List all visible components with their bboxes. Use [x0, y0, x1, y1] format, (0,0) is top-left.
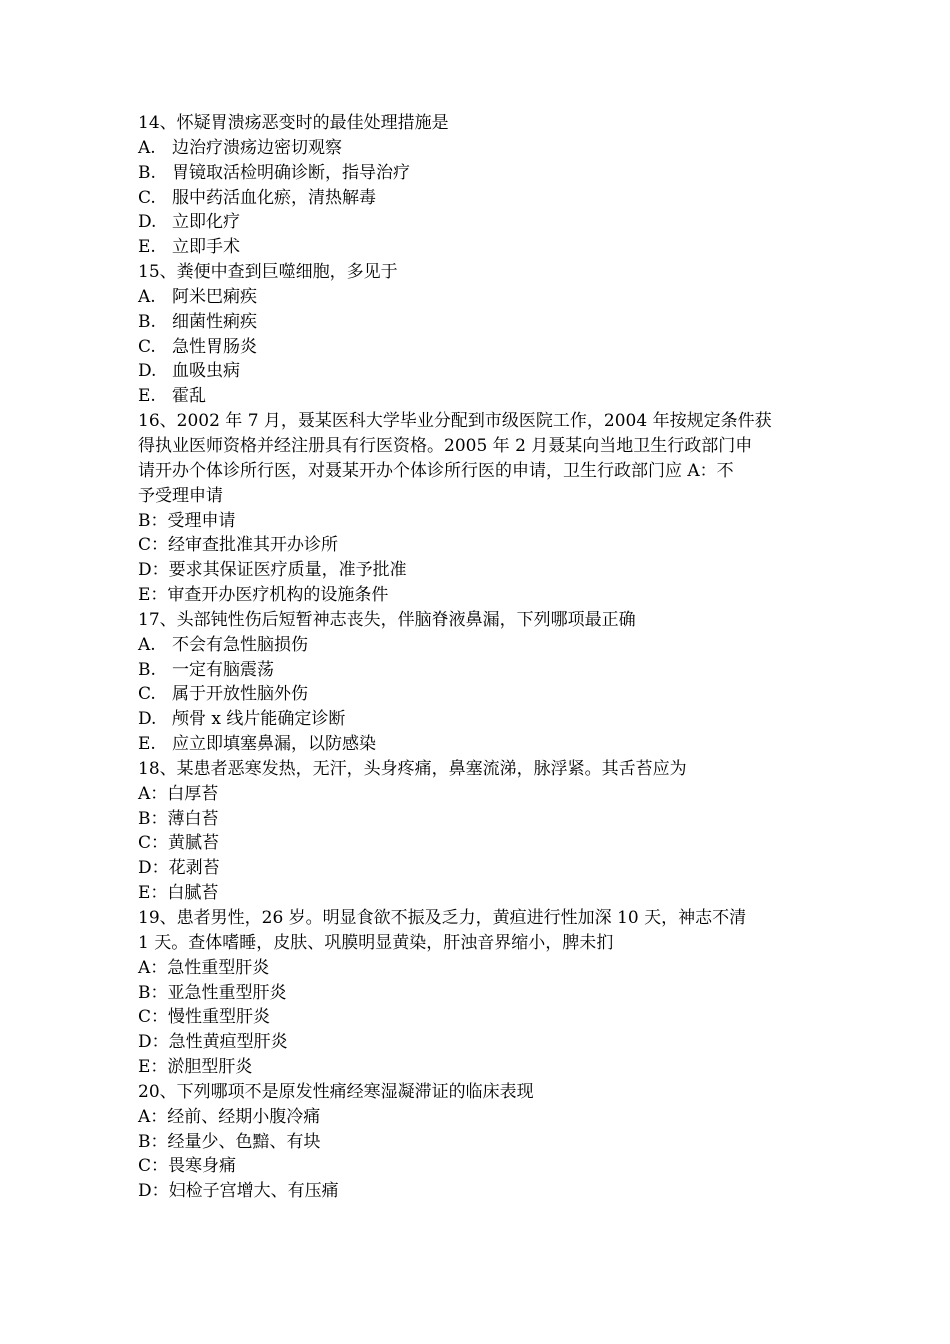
question-14-option-c: [138, 186, 818, 211]
question-16-stem-line-2: 得执业医师资格并经注册具有行医资格。2005 年 2 月聂某向当地卫生行政部门申: [138, 435, 753, 456]
option-letter: B.: [138, 311, 156, 332]
question-17-stem: 17、头部钝性伤后短暂神志丧失，伴脑脊液鼻漏，下列哪项最正确: [138, 609, 636, 630]
option-letter: B.: [138, 659, 156, 680]
question-17-option-a: [138, 633, 818, 658]
question-15-stem: 15、粪便中查到巨噬细胞，多见于: [138, 262, 398, 283]
option-text: 血吸虫病: [172, 361, 240, 382]
question-18-option-a: A：白厚苔: [138, 783, 219, 804]
option-text: 一定有脑震荡: [172, 659, 274, 680]
question-15-option-e: [138, 384, 818, 409]
option-text: 急性胃肠炎: [172, 336, 257, 357]
question-19-option-a: A：急性重型肝炎: [138, 957, 270, 978]
question-17-option-d: [138, 707, 818, 732]
question-16-option-b: B：受理申请: [138, 510, 236, 531]
question-16-option-e: E：审查开办医疗机构的设施条件: [138, 585, 389, 606]
question-17-option-b: [138, 658, 818, 683]
option-letter: D.: [138, 212, 157, 233]
option-letter: C.: [138, 336, 156, 357]
question-19-stem-line-2: 1 天。查体嗜睡，皮肤、巩膜明显黄染，肝浊音界缩小，脾未扪: [138, 932, 614, 953]
question-20-option-b: B：经量少、色黯、有块: [138, 1131, 321, 1152]
question-15-option-c: [138, 335, 818, 360]
option-letter: E.: [138, 734, 156, 755]
question-19-option-b: B：亚急性重型肝炎: [138, 982, 287, 1003]
question-18-option-c: C：黄腻苔: [138, 833, 220, 854]
option-letter: E.: [138, 237, 156, 258]
option-letter: A.: [138, 137, 156, 158]
question-16-stem-line-1: 16、2002 年 7 月，聂某医科大学毕业分配到市级医院工作，2004 年按规定条件获: [138, 411, 772, 432]
option-letter: B.: [138, 162, 156, 183]
question-16-option-d: D：要求其保证医疗质量，准予批准: [138, 560, 407, 581]
option-letter: C.: [138, 684, 156, 705]
question-15-option-a: [138, 285, 818, 310]
question-20-option-a: A：经前、经期小腹冷痛: [138, 1106, 321, 1127]
question-20-option-c: C：畏寒身痛: [138, 1156, 237, 1177]
option-letter: D.: [138, 709, 157, 730]
option-letter: C.: [138, 187, 156, 208]
option-text: 阿米巴痢疾: [172, 286, 257, 307]
question-19-option-d: D：急性黄疸型肝炎: [138, 1032, 288, 1053]
question-14-option-a: [138, 136, 818, 161]
option-text: 服中药活血化瘀，清热解毒: [172, 187, 376, 208]
question-19-stem-line-1: 19、患者男性，26 岁。明显食欲不振及乏力，黄疸进行性加深 10 天，神志不清: [138, 908, 747, 928]
option-text: 应立即填塞鼻漏，以防感染: [172, 734, 376, 755]
option-text: 细菌性痢疾: [172, 311, 257, 332]
question-16-stem-line-3: 请开办个体诊所行医，对聂某开办个体诊所行医的申请，卫生行政部门应 A：不: [138, 460, 734, 481]
question-20-stem: 20、下列哪项不是原发性痛经寒湿凝滞证的临床表现: [138, 1081, 534, 1102]
option-letter: A.: [138, 286, 156, 307]
question-17-option-e: [138, 732, 818, 757]
option-letter: A.: [138, 634, 156, 655]
option-letter: D.: [138, 361, 157, 382]
question-14-option-b: [138, 161, 818, 186]
question-19-option-c: C：慢性重型肝炎: [138, 1007, 271, 1028]
option-text: 霍乱: [172, 386, 206, 407]
option-letter: E.: [138, 386, 156, 407]
option-text: 立即化疗: [172, 212, 240, 233]
question-16-stem-line-4: 予受理申请: [138, 485, 223, 506]
question-18-option-e: E：白腻苔: [138, 883, 219, 904]
question-17-option-c: [138, 682, 818, 707]
question-14-stem: 14、怀疑胃溃疡恶变时的最佳处理措施是: [138, 113, 449, 133]
option-text: 属于开放性脑外伤: [172, 684, 308, 705]
question-19-option-e: E：淤胆型肝炎: [138, 1057, 253, 1078]
option-text: 边治疗溃疡边密切观察: [172, 137, 342, 158]
question-18-option-b: B：薄白苔: [138, 808, 219, 829]
question-20-option-d: D：妇检子宫增大、有压痛: [138, 1181, 339, 1202]
question-14-option-e: [138, 235, 818, 260]
question-15-option-b: [138, 310, 818, 335]
option-text: 胃镜取活检明确诊断，指导治疗: [172, 162, 410, 183]
question-18-stem: 18、某患者恶寒发热，无汗，头身疼痛，鼻塞流涕，脉浮紧。其舌苔应为: [138, 758, 687, 779]
option-text: 不会有急性脑损伤: [172, 634, 308, 655]
document-body: [138, 111, 818, 1204]
question-15-option-d: [138, 359, 818, 384]
question-18-option-d: D：花剥苔: [138, 858, 220, 879]
option-text: 立即手术: [172, 237, 240, 258]
option-text: 颅骨 x 线片能确定诊断: [172, 709, 346, 730]
question-16-option-c: C：经审查批准其开办诊所: [138, 535, 339, 556]
question-14-option-d: [138, 210, 818, 235]
